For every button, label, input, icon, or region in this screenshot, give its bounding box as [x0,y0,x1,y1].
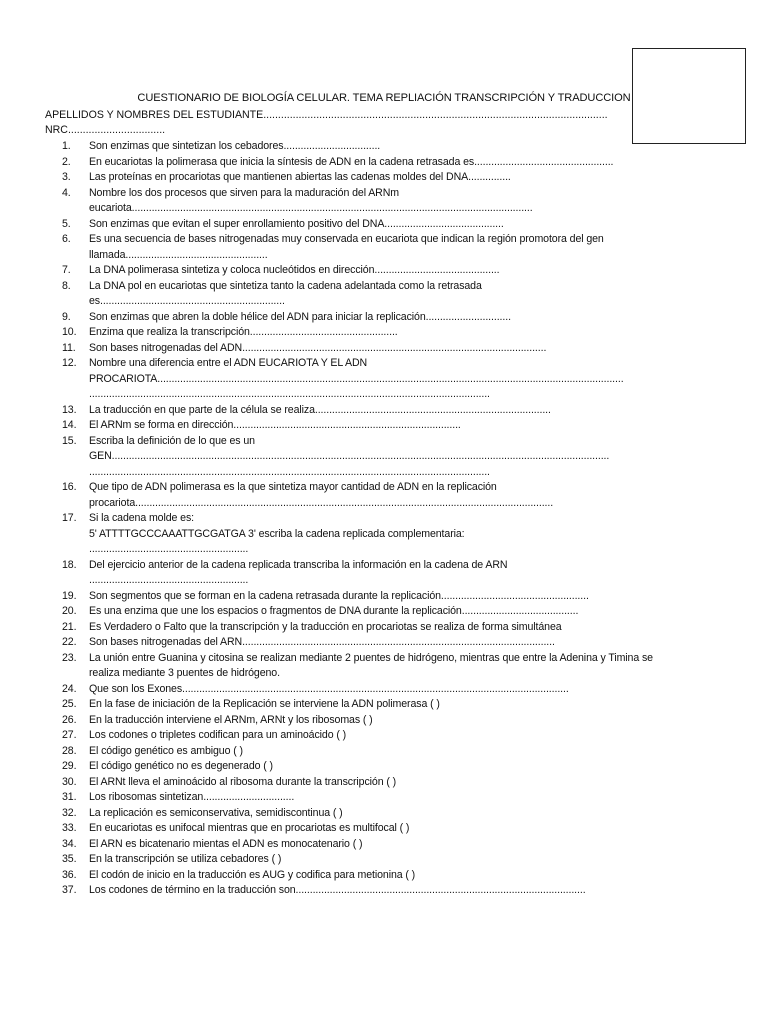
question-item [45,713,725,729]
question-item [45,868,725,884]
question-list [45,139,725,899]
question-item [45,558,725,589]
question-text-line: ............................................................................................................................................. [89,388,490,400]
question-text-line: Es Verdadero o Falto que la transcripción y la traducción en procariotas se realiza de forma simultánea [89,620,562,633]
question-item [45,263,725,279]
question-text-line: La traducción en que parte de la célula se realiza................................................................................... [89,403,551,416]
question-number: 13. [62,403,77,416]
question-number: 22. [62,636,77,648]
question-item [45,651,725,682]
question-text-line: Que tipo de ADN polimerasa es la que sintetiza mayor cantidad de ADN en la replicación [89,481,497,493]
question-item [45,697,725,713]
question-text-line: Si la cadena molde es: [89,512,194,524]
question-number: 4. [62,186,71,199]
question-text-line: El codón de inicio en la traducción es AUG y codifica para metionina ( ) [89,868,416,881]
question-number: 16. [62,481,77,493]
question-number: 14. [62,419,77,431]
question-item [45,325,725,341]
question-number: 19. [62,589,77,602]
question-item [45,356,725,403]
question-number: 28. [62,744,77,757]
question-number: 26. [62,713,77,726]
question-item [45,604,725,620]
question-item [45,790,725,806]
question-text-line: Enzima que realiza la transcripción.................................................... [89,326,398,338]
question-text-line: Del ejercicio anterior de la cadena replicada transcriba la información en la cadena de ARN [89,558,508,571]
question-text-line: Nombre los dos procesos que sirven para la maduración del ARNm [89,186,399,199]
question-text-line: Nombre una diferencia entre el ADN EUCARIOTA Y EL ADN [89,357,368,369]
question-number: 1. [62,140,71,152]
question-item [45,434,725,481]
question-text-line: PROCARIOTA.................................................................................................................................................................... [89,372,624,385]
question-text-line: En la transcripción se utiliza cebadores ( ) [89,853,282,865]
question-item [45,170,725,186]
question-text-line: eucariota............................................................................................................................................. [89,202,533,214]
student-name-field: APELLIDOS Y NOMBRES DEL ESTUDIANTE..................................................................................................................... [45,109,608,121]
question-item [45,155,725,171]
question-number: 27. [62,729,77,741]
question-item [45,821,725,837]
question-text-line: 5' ATTTTGCCCAAATTGCGATGA 3' escriba la cadena replicada complementaria: [89,527,465,540]
question-number: 36. [62,868,77,881]
question-number: 31. [62,791,77,803]
question-item [45,403,725,419]
question-text-line: El ARNt lleva el aminoácido al ribosoma durante la transcripción ( ) [89,775,397,788]
question-text-line: Las proteínas en procariotas que mantienen abiertas las cadenas moldes del DNA............... [89,171,511,183]
question-text-line: Los codones o tripletes codifican para un aminoácido ( ) [89,729,347,741]
question-number: 24. [62,682,77,695]
question-text-line: Es una secuencia de bases nitrogenadas muy conservada en eucariota que indican la región promotora del gen [89,233,604,245]
question-text-line: es................................................................. [89,295,285,307]
question-number: 7. [62,264,71,276]
question-item [45,620,725,636]
question-text-line: La DNA polimerasa sintetiza y coloca nucleótidos en dirección............................................ [89,264,500,276]
question-number: 17. [62,512,77,524]
question-text-line: ........................................................ [89,574,249,586]
question-number: 6. [62,233,71,245]
question-item [45,511,725,558]
question-item [45,775,725,791]
question-item [45,186,725,217]
question-number: 20. [62,605,77,617]
question-text-line: El ARN es bicatenario mientas el ADN es monocatenario ( ) [89,837,363,850]
question-text-line: llamada.................................................. [89,248,268,261]
question-text-line: GEN............................................................................................................................................................................... [89,450,610,462]
question-item [45,217,725,233]
question-item [45,635,725,651]
question-number: 15. [62,434,77,447]
question-text-line: La unión entre Guanina y citosina se realizan mediante 2 puentes de hidrógeno, mientras que entre la Adenina y Timina se [89,651,653,664]
question-item [45,806,725,822]
question-item [45,744,725,760]
question-text-line: El ARNm se forma en dirección................................................................................ [89,419,461,431]
question-number: 21. [62,620,77,633]
question-item [45,728,725,744]
question-text-line: Los codones de término en la traducción son...................................................................................................... [89,884,586,896]
question-number: 2. [62,155,71,168]
question-item [45,852,725,868]
question-text-line: Son enzimas que abren la doble hélice del ADN para iniciar la replicación.............................. [89,310,511,323]
question-text-line: En eucariotas la polimerasa que inicia la síntesis de ADN en la cadena retrasada es................................................. [89,155,614,168]
document-title: CUESTIONARIO DE BIOLOGÍA CELULAR. TEMA REPLIACIÓN TRANSCRIPCIÓN Y TRADUCCION [137,92,631,104]
question-text-line: En la traducción interviene el ARNm, ARNt y los ribosomas ( ) [89,713,373,726]
question-item [45,139,725,155]
question-item [45,310,725,326]
question-number: 12. [62,357,77,369]
question-number: 37. [62,884,77,896]
question-text-line: Escriba la definición de lo que es un [89,434,255,447]
question-item [45,759,725,775]
question-text-line: Son bases nitrogenadas del ADN........................................................................................................... [89,341,547,354]
question-number: 9. [62,310,71,323]
question-number: 32. [62,806,77,819]
question-text-line: La replicación es semiconservativa, semidiscontinua ( ) [89,806,343,819]
question-text-line: Es una enzima que une los espacios o fragmentos de DNA durante la replicación......................................... [89,605,579,617]
question-number: 8. [62,279,71,292]
question-number: 33. [62,822,77,834]
question-item [45,279,725,310]
question-text-line: realiza mediante 3 puentes de hidrógeno. [89,667,280,679]
question-text-line: La DNA pol en eucariotas que sintetiza tanto la cadena adelantada como la retrasada [89,279,482,292]
question-text-line: Que son los Exones........................................................................................................................................ [89,682,569,695]
question-item [45,418,725,434]
question-number: 11. [62,341,76,354]
question-number: 30. [62,775,77,788]
question-text-line: ........................................................ [89,543,249,555]
question-number: 23. [62,651,77,664]
question-item [45,232,725,263]
question-item [45,480,725,511]
question-text-line: ............................................................................................................................................. [89,465,490,478]
question-number: 5. [62,217,71,230]
question-number: 18. [62,558,77,571]
question-item [45,341,725,357]
question-text-line: Son enzimas que sintetizan los cebadores.................................. [89,140,381,152]
nrc-field: NRC................................. [45,124,166,136]
question-number: 10. [62,326,77,338]
question-number: 25. [62,698,77,710]
question-text-line: Los ribosomas sintetizan................................ [89,791,295,803]
question-text-line: Son enzimas que evitan el super enrollamiento positivo del DNA.......................................... [89,217,504,230]
question-item [45,589,725,605]
question-number: 3. [62,171,71,183]
question-item [45,837,725,853]
question-item [45,682,725,698]
question-text-line: El código genético es ambiguo ( ) [89,744,243,757]
question-item [45,883,725,899]
question-number: 35. [62,853,77,865]
question-number: 34. [62,837,77,850]
question-text-line: En la fase de iniciación de la Replicación se interviene la ADN polimerasa ( ) [89,698,440,710]
question-text-line: Son bases nitrogenadas del ARN.............................................................................................................. [89,636,555,648]
question-number: 29. [62,760,77,772]
question-text-line: El código genético no es degenerado ( ) [89,760,273,772]
question-text-line: En eucariotas es unifocal mientras que en procariotas es multifocal ( ) [89,822,410,834]
question-text-line: procariota................................................................................................................................................... [89,496,554,509]
question-text-line: Son segmentos que se forman en la cadena retrasada durante la replicación.................................................... [89,589,589,602]
